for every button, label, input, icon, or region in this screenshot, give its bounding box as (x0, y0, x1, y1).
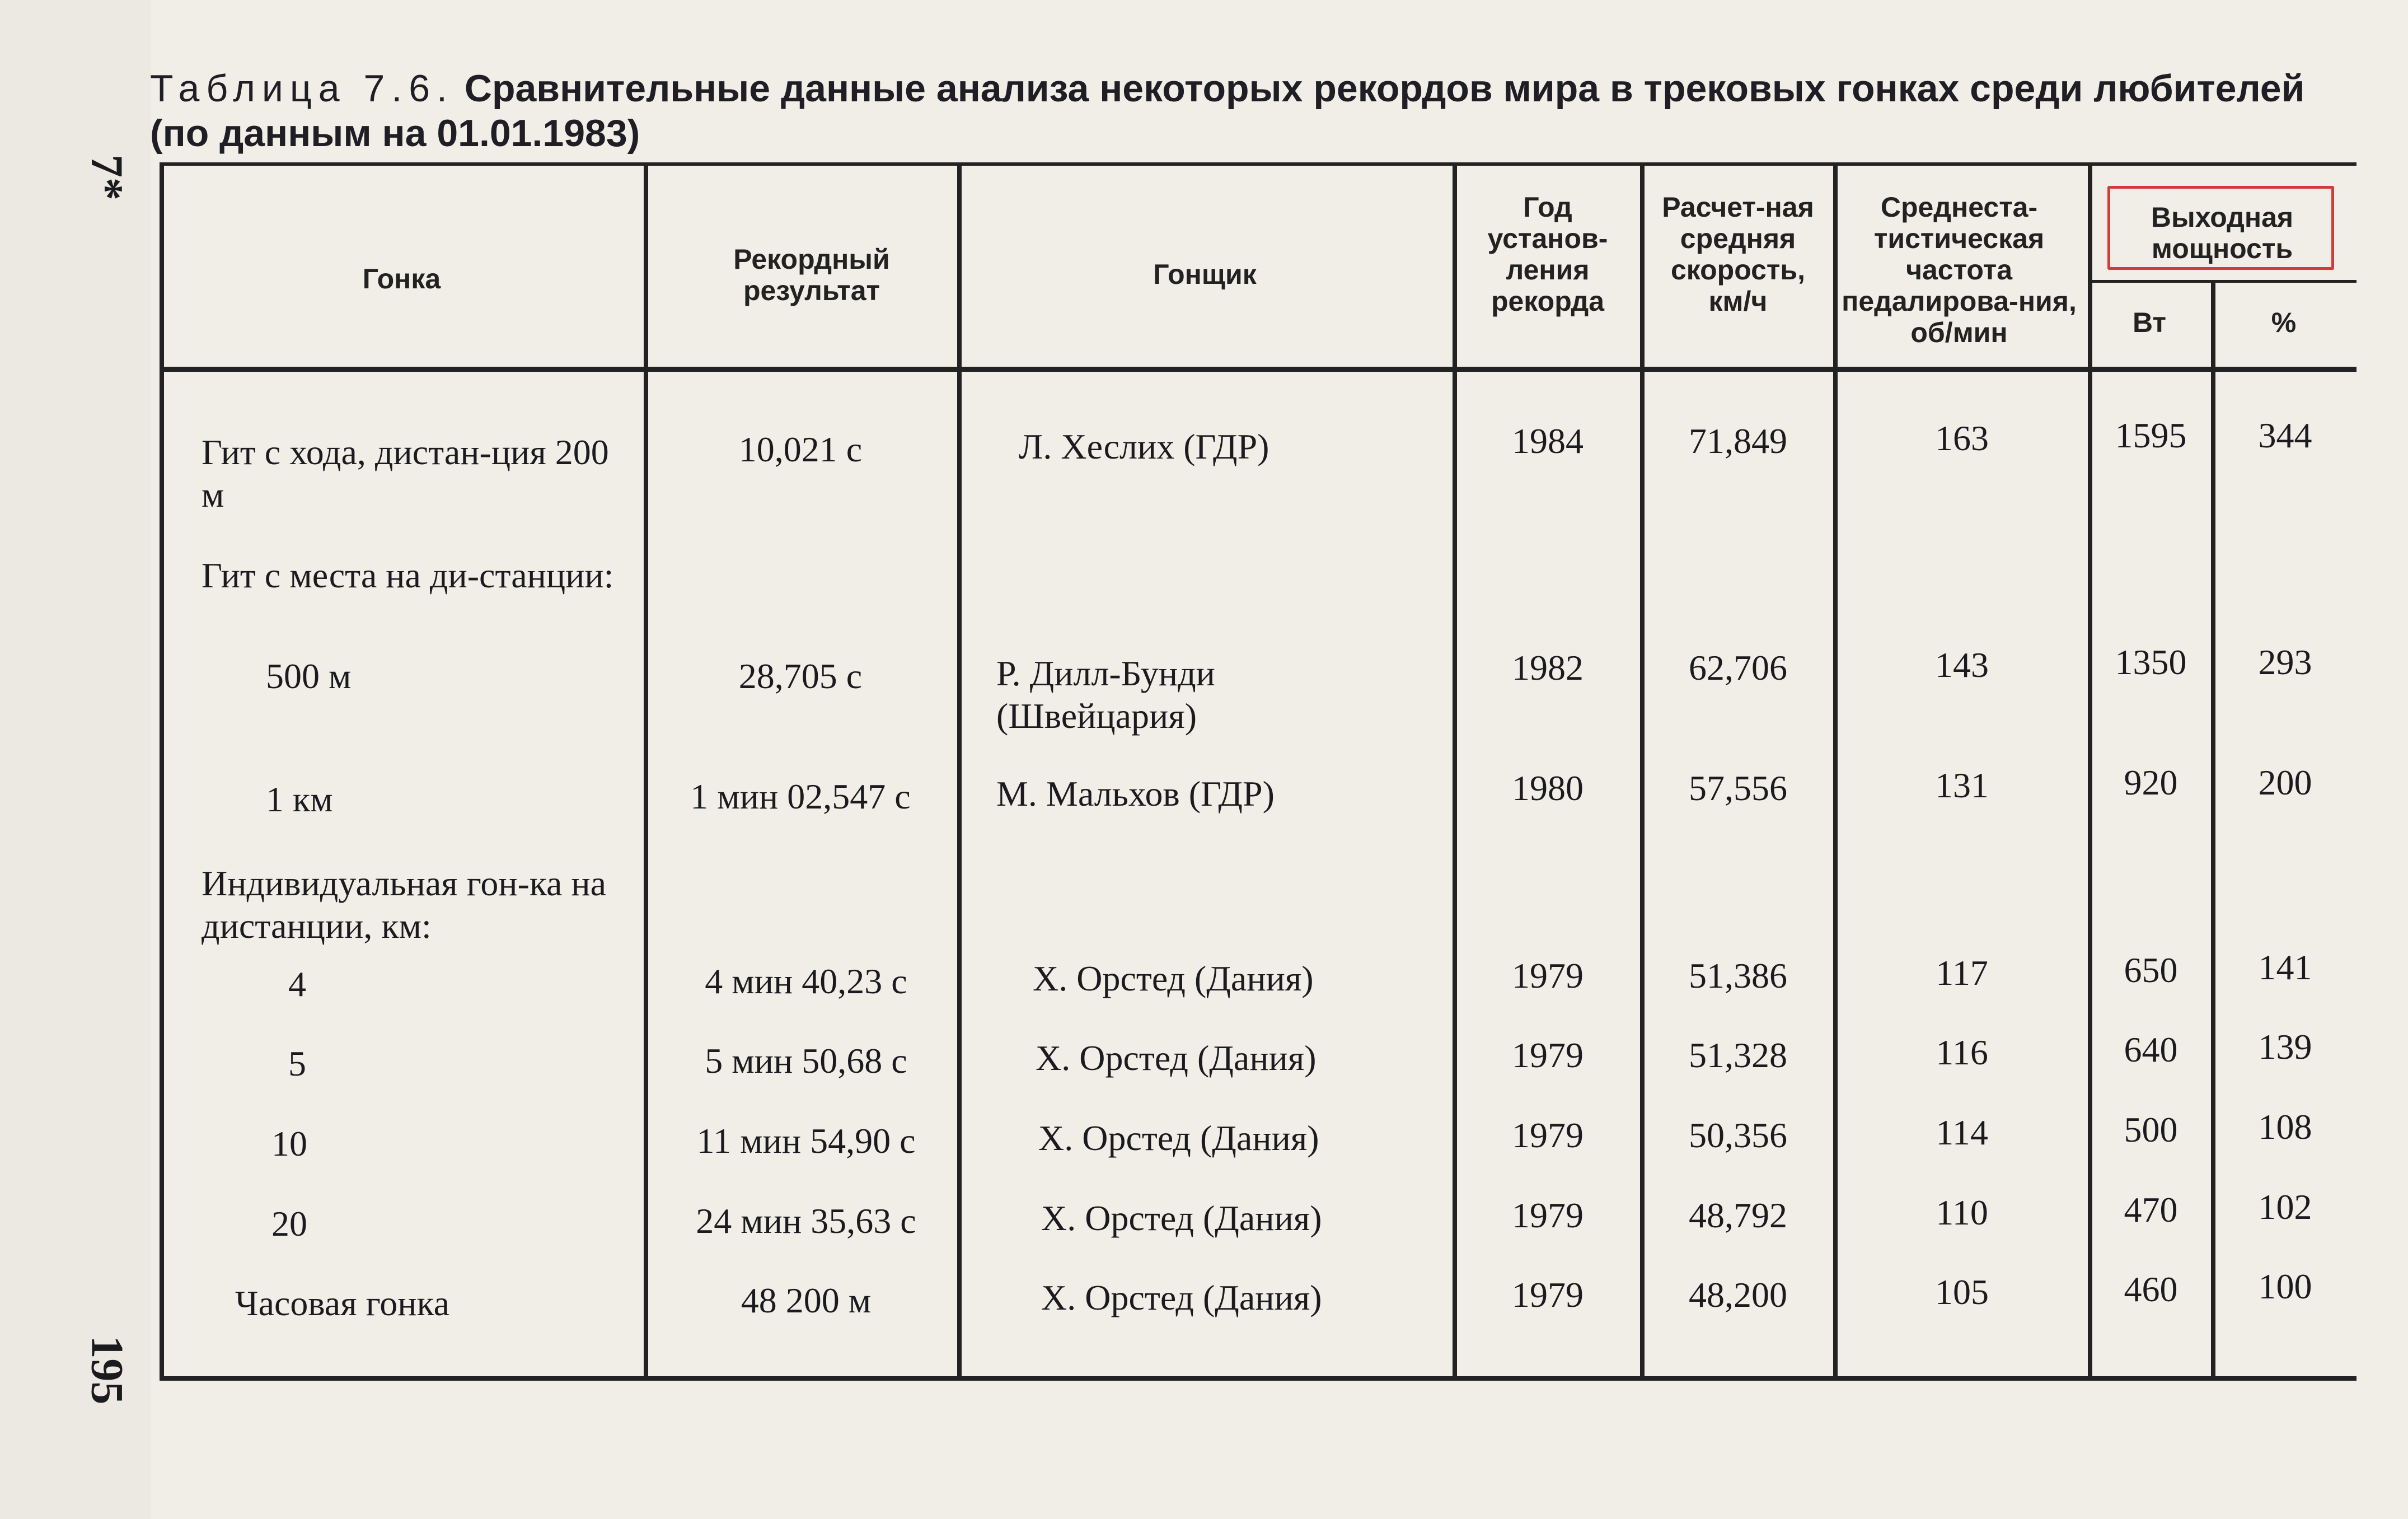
signature-mark: 7* (82, 155, 133, 200)
header-rider: Гонщик (1153, 259, 1257, 290)
row2-rider: Р. Дилл-Бунди (Швейцария) (996, 653, 1215, 736)
row4-year: 1979 (1512, 956, 1584, 995)
row6-rider: Х. Орстед (Дания) (1038, 1118, 1319, 1158)
row3-race: 1 км (266, 779, 333, 819)
row4-rider: Х. Орстед (Дания) (1033, 959, 1314, 998)
row8-year: 1979 (1512, 1275, 1584, 1315)
caption-title: Сравнительные данные анализа некоторых рекордов мира в трековых гонках среди любителей (464, 67, 2305, 110)
section-standing-start: Гит с места на ди-станции: (202, 555, 614, 595)
row3-watts: 920 (2124, 763, 2178, 802)
section-flying-start: Гит с хода, дистан-ция 200 м (202, 432, 609, 515)
col-divider-2 (644, 162, 648, 1378)
col-divider-7 (2088, 162, 2092, 1378)
row8-speed: 48,200 (1689, 1275, 1787, 1315)
row3-speed: 57,556 (1689, 768, 1787, 808)
page-number: 195 (82, 1335, 133, 1405)
power-header-highlight (2107, 186, 2334, 270)
row3-percent: 200 (2258, 763, 2312, 802)
col-divider-3 (957, 162, 962, 1378)
row2-cadence: 143 (1935, 645, 1989, 685)
row2-percent: 293 (2258, 642, 2312, 682)
row6-speed: 50,356 (1689, 1115, 1787, 1155)
row2-year: 1982 (1512, 648, 1584, 688)
header-power-watts: Вт (2133, 307, 2166, 338)
row1-result: 10,021 с (738, 429, 863, 469)
header-cadence: Среднеста-тистическая частота педалирова-ния, об/мин (1842, 191, 2077, 348)
row2-speed: 62,706 (1689, 648, 1787, 688)
row1-percent: 344 (2258, 415, 2312, 455)
header-race: Гонка (362, 263, 441, 295)
row5-cadence: 116 (1936, 1032, 1988, 1072)
row2-race: 500 м (266, 656, 352, 696)
row3-cadence: 131 (1935, 765, 1989, 805)
row8-race: Часовая гонка (235, 1283, 450, 1323)
row7-watts: 470 (2124, 1190, 2178, 1230)
row7-result: 24 мин 35,63 с (696, 1201, 916, 1241)
row6-result: 11 мин 54,90 с (696, 1121, 916, 1161)
row6-watts: 500 (2124, 1110, 2178, 1149)
caption-label: Таблица 7.6. (150, 67, 454, 110)
row6-race: 10 (271, 1124, 307, 1163)
row1-rider: Л. Хеслих (ГДР) (1019, 427, 1269, 466)
row4-cadence: 117 (1936, 953, 1988, 993)
row5-rider: Х. Орстед (Дания) (1036, 1038, 1317, 1078)
row7-year: 1979 (1512, 1195, 1584, 1235)
row4-percent: 141 (2258, 947, 2312, 987)
row8-percent: 100 (2258, 1266, 2312, 1306)
row7-speed: 48,792 (1689, 1195, 1787, 1235)
col-divider-6 (1833, 162, 1838, 1378)
row7-race: 20 (271, 1204, 307, 1244)
row8-result: 48 200 м (741, 1280, 872, 1320)
row3-result: 1 мин 02,547 с (690, 777, 911, 816)
header-year: Год установ-ления рекорда (1487, 191, 1608, 317)
row6-cadence: 114 (1936, 1113, 1988, 1152)
row7-rider: Х. Орстед (Дания) (1041, 1198, 1322, 1238)
row1-year: 1984 (1512, 421, 1584, 461)
table-caption (150, 66, 2333, 156)
row4-speed: 51,386 (1689, 956, 1787, 995)
row8-cadence: 105 (1935, 1272, 1989, 1312)
header-power: Выходная мощность (2151, 202, 2294, 264)
row5-year: 1979 (1512, 1035, 1584, 1075)
row5-result: 5 мин 50,68 с (705, 1041, 907, 1081)
row2-watts: 1350 (2115, 642, 2187, 682)
table-bottom-rule (160, 1376, 2357, 1381)
col-divider-1 (160, 162, 164, 1378)
row3-year: 1980 (1512, 768, 1584, 808)
row8-rider: Х. Орстед (Дания) (1041, 1278, 1322, 1317)
caption-subtitle: (по данным на 01.01.1983) (150, 112, 640, 155)
row1-speed: 71,849 (1689, 421, 1787, 461)
page-margin (0, 0, 151, 1519)
header-speed: Расчет-ная средняя скорость, км/ч (1662, 191, 1814, 317)
row5-watts: 640 (2124, 1030, 2178, 1069)
row3-rider: М. Мальхов (ГДР) (996, 774, 1275, 814)
row5-race: 5 (288, 1044, 306, 1083)
header-bottom-rule (160, 367, 2357, 372)
header-power-percent: % (2271, 307, 2297, 338)
section-individual: Индивидуальная гон-ка на дистанции, км: (202, 863, 607, 946)
row1-cadence: 163 (1935, 418, 1989, 458)
row7-cadence: 110 (1936, 1193, 1988, 1232)
row6-year: 1979 (1512, 1115, 1584, 1155)
col-divider-5 (1640, 162, 1645, 1378)
row4-watts: 650 (2124, 950, 2178, 990)
row2-result: 28,705 с (738, 656, 863, 696)
row4-result: 4 мин 40,23 с (705, 961, 907, 1001)
row6-percent: 108 (2258, 1107, 2312, 1147)
row7-percent: 102 (2258, 1187, 2312, 1227)
table-top-rule (160, 162, 2357, 166)
row8-watts: 460 (2124, 1269, 2178, 1309)
row4-race: 4 (288, 964, 306, 1004)
col-divider-8 (2211, 280, 2215, 1378)
header-result: Рекордный результат (733, 244, 890, 306)
row1-watts: 1595 (2115, 415, 2187, 455)
col-divider-4 (1453, 162, 1457, 1378)
records-table (160, 162, 2357, 1383)
row5-percent: 139 (2258, 1027, 2312, 1067)
row5-speed: 51,328 (1689, 1035, 1787, 1075)
power-subheader-rule (2088, 280, 2357, 283)
